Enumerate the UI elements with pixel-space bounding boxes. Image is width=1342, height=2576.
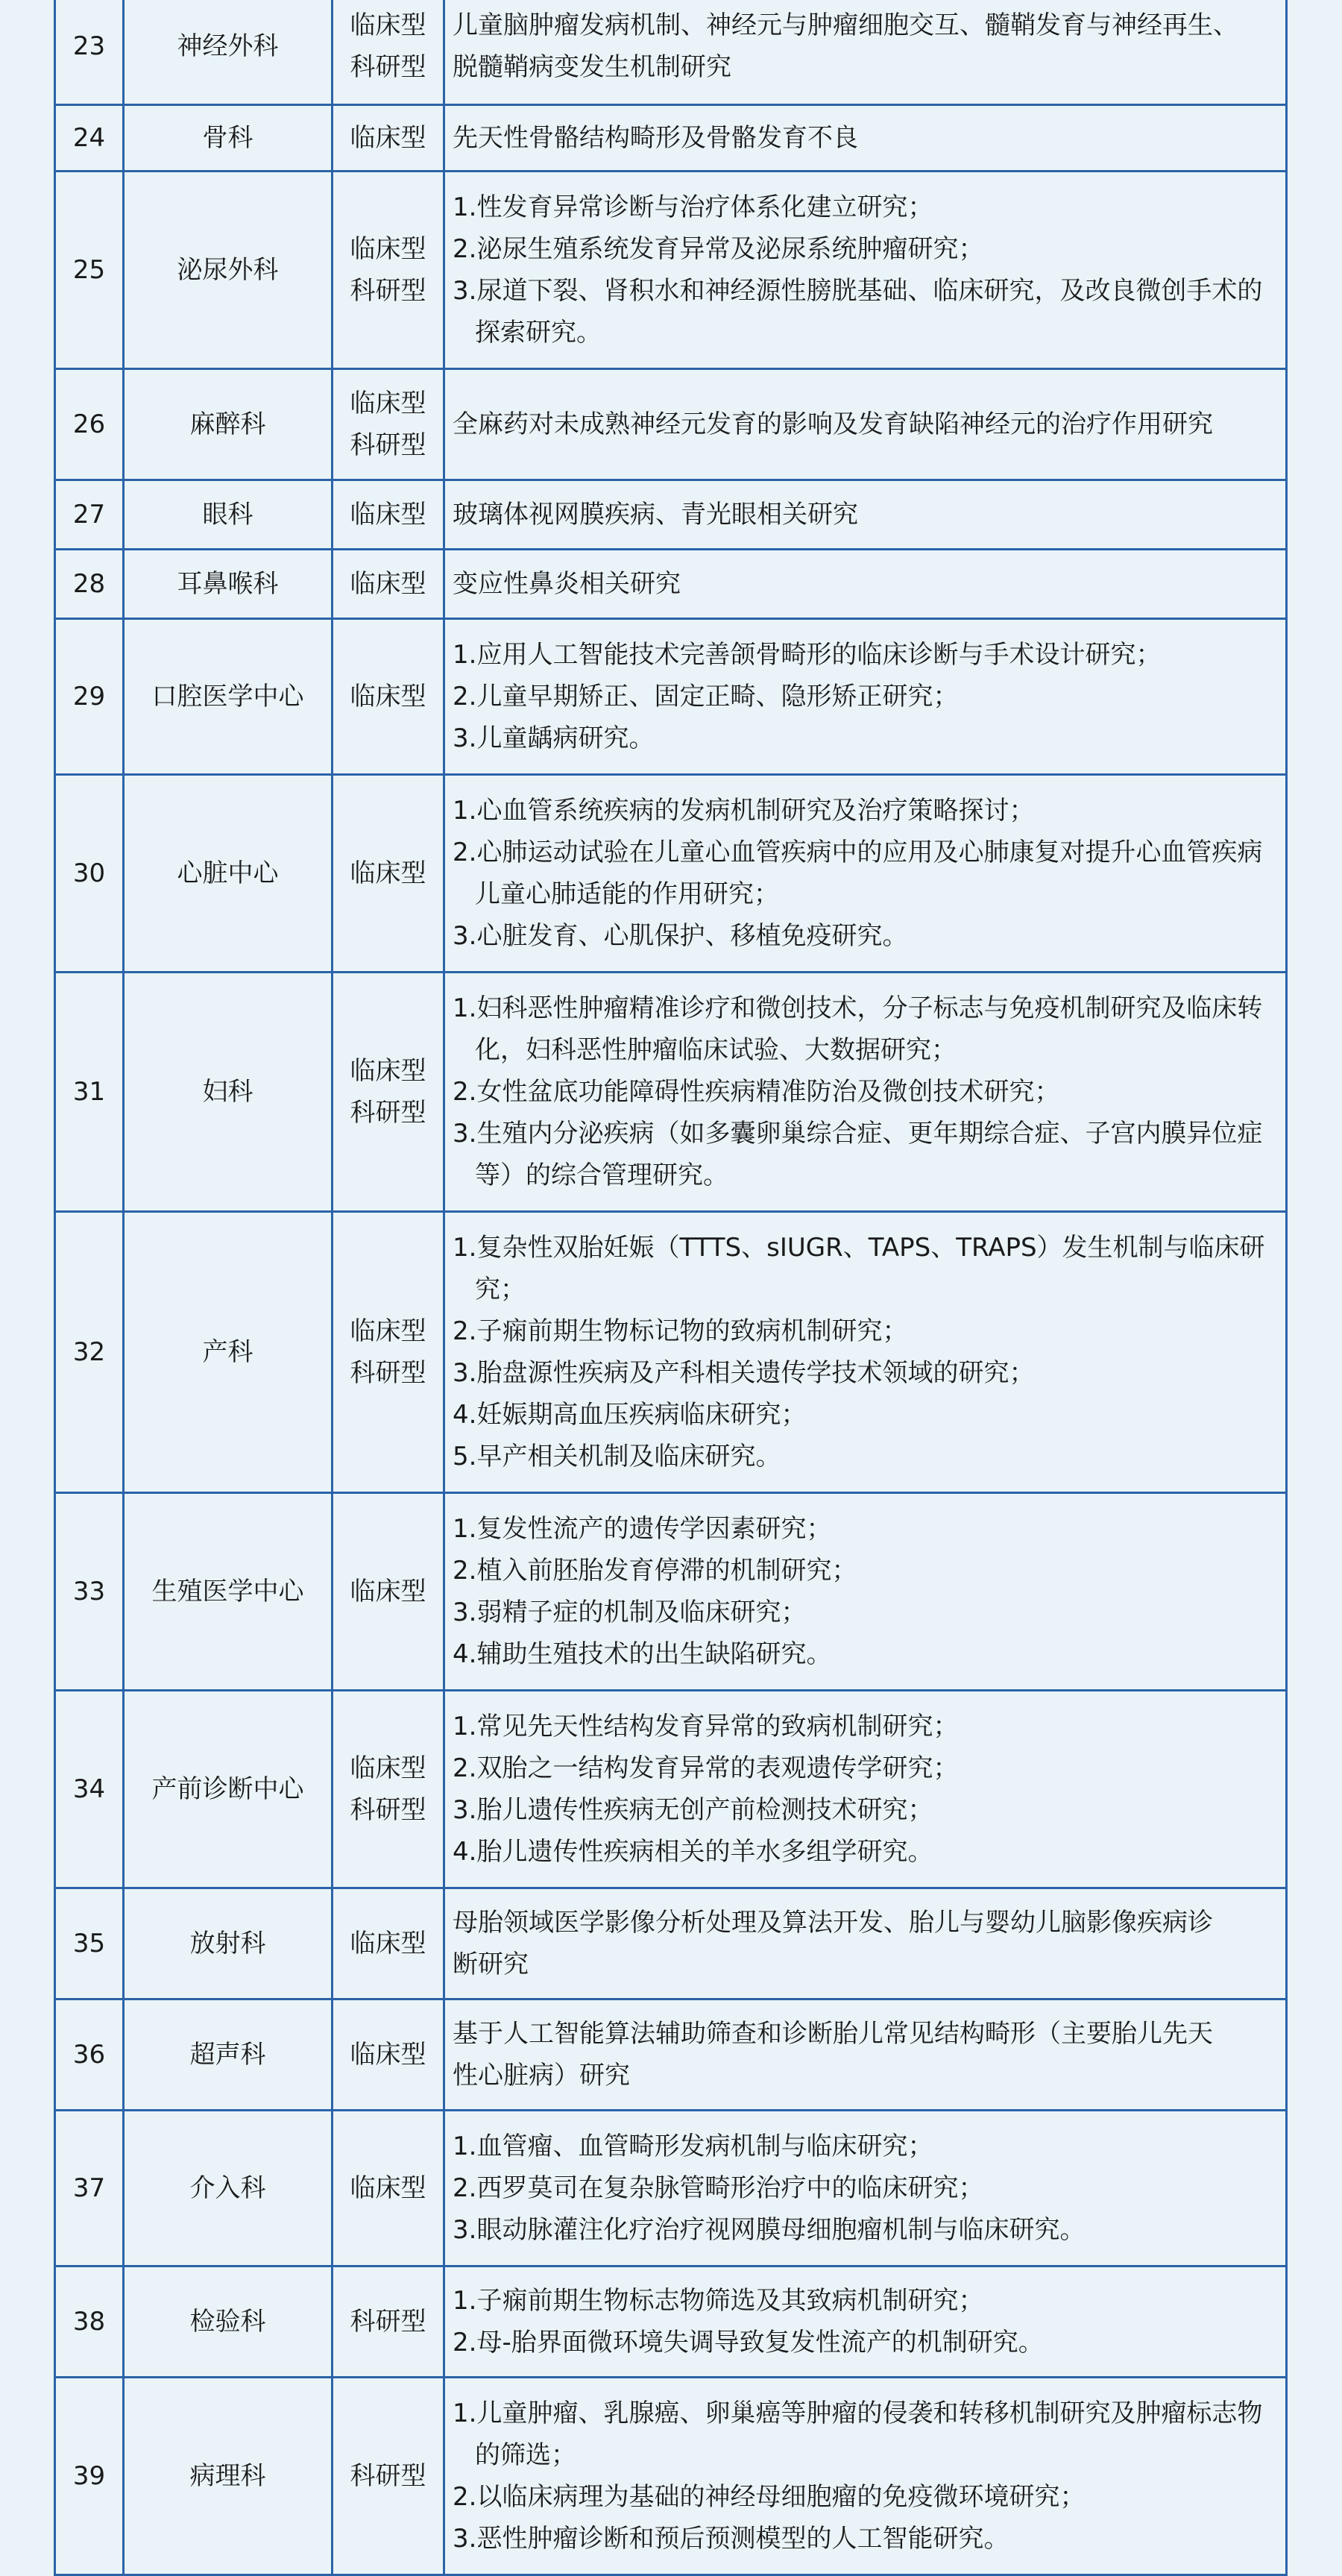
talent-type-label: 临床型 — [350, 1056, 426, 1086]
direction-list-item: 3.儿童龋病研究。 — [453, 723, 655, 753]
table-row — [55, 1888, 1287, 1999]
table-row — [55, 2378, 1287, 2575]
department-name: 口腔医学中心 — [124, 619, 333, 775]
department-name: 超声科 — [124, 1999, 333, 2111]
talent-type-label: 临床型 — [350, 1316, 426, 1346]
row-number: 37 — [55, 2111, 124, 2266]
research-direction — [444, 619, 1287, 775]
direction-list-item: 2.西罗莫司在复杂脉管畸形治疗中的临床研究； — [453, 2173, 984, 2203]
table-row — [55, 2111, 1287, 2266]
table-row — [55, 2266, 1287, 2378]
table-row — [55, 550, 1287, 619]
direction-list-item: 1.应用人工智能技术完善颌骨畸形的临床诊断与手术设计研究； — [453, 640, 1162, 670]
table-row — [55, 1493, 1287, 1691]
talent-type — [333, 619, 444, 775]
table-row — [55, 0, 1287, 105]
department-name: 产前诊断中心 — [124, 1691, 333, 1888]
table-body — [55, 0, 1287, 2575]
department-name: 骨科 — [124, 105, 333, 172]
research-direction — [444, 2266, 1287, 2378]
direction-list-item: 3.胎儿遗传性疾病无创产前检测技术研究； — [453, 1795, 933, 1825]
table-row — [55, 480, 1287, 550]
table-row — [55, 1212, 1287, 1493]
direction-list-item: 2.双胎之一结构发育异常的表观遗传学研究； — [453, 1753, 959, 1783]
direction-list-item: 1.妇科恶性肿瘤精准诊疗和微创技术，分子标志与免疫机制研究及临床转化，妇科恶性肿瘤临床试验、大数据研究； — [453, 993, 1263, 1065]
direction-list-item: 1.复杂性双胎妊娠（TTTS、sIUGR、TAPS、TRAPS）发生机制与临床研究； — [453, 1233, 1265, 1304]
department-name: 眼科 — [124, 480, 333, 550]
direction-list-item: 1.心血管系统疾病的发病机制研究及治疗策略探讨； — [453, 796, 1035, 826]
research-direction — [444, 0, 1287, 105]
row-number: 27 — [55, 480, 124, 550]
row-number: 25 — [55, 172, 124, 369]
talent-type — [333, 480, 444, 550]
talent-type-label: 科研型 — [350, 52, 426, 82]
talent-type — [333, 172, 444, 369]
talent-type — [333, 973, 444, 1212]
direction-list-item: 1.子痫前期生物标志物筛选及其致病机制研究； — [453, 2286, 984, 2316]
talent-type-label: 临床型 — [350, 1753, 426, 1783]
research-direction-table — [54, 0, 1288, 2576]
talent-type — [333, 1212, 444, 1493]
talent-type-label: 科研型 — [350, 2307, 426, 2337]
department-name: 麻醉科 — [124, 369, 333, 480]
talent-type-label: 科研型 — [350, 430, 426, 460]
research-direction — [444, 1493, 1287, 1691]
talent-type-label: 科研型 — [350, 1098, 426, 1128]
table-row — [55, 775, 1287, 973]
direction-list-item: 2.儿童早期矫正、固定正畸、隐形矫正研究； — [453, 682, 959, 711]
direction-list-item: 3.胎盘源性疾病及产科相关遗传学技术领域的研究； — [453, 1358, 1035, 1388]
department-name: 介入科 — [124, 2111, 333, 2266]
talent-type — [333, 369, 444, 480]
row-number: 26 — [55, 369, 124, 480]
table-row — [55, 172, 1287, 369]
table-row — [55, 619, 1287, 775]
talent-type-label: 临床型 — [350, 1929, 426, 1958]
row-number: 23 — [55, 0, 124, 105]
direction-text-line: 变应性鼻炎相关研究 — [453, 569, 681, 599]
table-row — [55, 369, 1287, 480]
research-direction — [444, 1999, 1287, 2111]
talent-type-label: 临床型 — [350, 2173, 426, 2203]
direction-list-item: 1.复发性流产的遗传学因素研究； — [453, 1514, 832, 1544]
row-number: 35 — [55, 1888, 124, 1999]
direction-list-item: 3.眼动脉灌注化疗治疗视网膜母细胞瘤机制与临床研究。 — [453, 2215, 1086, 2245]
talent-type-label: 临床型 — [350, 10, 426, 40]
direction-list-item: 3.尿道下裂、肾积水和神经源性膀胱基础、临床研究，及改良微创手术的探索研究。 — [453, 276, 1263, 348]
research-direction — [444, 105, 1287, 172]
direction-list-item: 1.常见先天性结构发育异常的致病机制研究； — [453, 1712, 959, 1741]
department-name: 检验科 — [124, 2266, 333, 2378]
table-row — [55, 1691, 1287, 1888]
talent-type — [333, 550, 444, 619]
department-name: 病理科 — [124, 2378, 333, 2575]
row-number: 24 — [55, 105, 124, 172]
table-row — [55, 1999, 1287, 2111]
direction-list-item: 2.子痫前期生物标记物的致病机制研究； — [453, 1316, 908, 1346]
row-number: 29 — [55, 619, 124, 775]
talent-type-label: 科研型 — [350, 1795, 426, 1825]
table-row — [55, 973, 1287, 1212]
talent-type-label: 临床型 — [350, 858, 426, 888]
row-number: 30 — [55, 775, 124, 973]
row-number: 28 — [55, 550, 124, 619]
talent-type — [333, 1888, 444, 1999]
department-name: 妇科 — [124, 973, 333, 1212]
direction-list-item: 5.早产相关机制及临床研究。 — [453, 1442, 781, 1471]
direction-list-item: 3.生殖内分泌疾病（如多囊卵巢综合症、更年期综合症、子宫内膜异位症等）的综合管理研究。 — [453, 1119, 1263, 1190]
talent-type-label: 临床型 — [350, 1577, 426, 1606]
direction-list-item: 4.辅助生殖技术的出生缺陷研究。 — [453, 1639, 832, 1669]
talent-type — [333, 0, 444, 105]
direction-text-line: 儿童脑肿瘤发病机制、神经元与肿瘤细胞交互、髓鞘发育与神经再生、 — [453, 10, 1238, 40]
talent-type-label: 科研型 — [350, 1358, 426, 1388]
direction-list-item: 2.心肺运动试验在儿童心血管疾病中的应用及心肺康复对提升心血管疾病儿童心肺适能的作用研究； — [453, 838, 1263, 909]
talent-type — [333, 1493, 444, 1691]
direction-list-item: 3.心脏发育、心肌保护、移植免疫研究。 — [453, 921, 908, 951]
department-name: 泌尿外科 — [124, 172, 333, 369]
research-direction — [444, 369, 1287, 480]
direction-list-item: 1.性发育异常诊断与治疗体系化建立研究； — [453, 192, 933, 222]
talent-type-label: 临床型 — [350, 2040, 426, 2070]
direction-list-item: 2.女性盆底功能障碍性疾病精准防治及微创技术研究； — [453, 1077, 1060, 1107]
row-number: 38 — [55, 2266, 124, 2378]
direction-list-item: 1.血管瘤、血管畸形发病机制与临床研究； — [453, 2132, 933, 2161]
talent-type-label: 临床型 — [350, 234, 426, 264]
talent-type-label: 临床型 — [350, 123, 426, 153]
direction-text-line: 先天性骨骼结构畸形及骨骼发育不良 — [453, 123, 858, 153]
research-direction — [444, 550, 1287, 619]
row-number: 36 — [55, 1999, 124, 2111]
talent-type — [333, 2111, 444, 2266]
talent-type — [333, 1999, 444, 2111]
direction-list-item: 4.妊娠期高血压疾病临床研究； — [453, 1400, 807, 1430]
research-direction — [444, 973, 1287, 1212]
direction-text-line: 断研究 — [453, 1950, 529, 1979]
direction-list-item: 2.母-胎界面微环境失调导致复发性流产的机制研究。 — [453, 2328, 1044, 2357]
research-direction — [444, 172, 1287, 369]
talent-type — [333, 2378, 444, 2575]
talent-type — [333, 1691, 444, 1888]
direction-list-item: 3.恶性肿瘤诊断和预后预测模型的人工智能研究。 — [453, 2524, 1009, 2554]
talent-type — [333, 105, 444, 172]
row-number: 34 — [55, 1691, 124, 1888]
row-number: 31 — [55, 973, 124, 1212]
talent-type — [333, 2266, 444, 2378]
department-name: 心脏中心 — [124, 775, 333, 973]
research-direction — [444, 2111, 1287, 2266]
direction-text-line: 全麻药对未成熟神经元发育的影响及发育缺陷神经元的治疗作用研究 — [453, 409, 1213, 439]
research-direction — [444, 1691, 1287, 1888]
direction-text-line: 性心脏病）研究 — [453, 2061, 630, 2090]
row-number: 33 — [55, 1493, 124, 1691]
talent-type-label: 科研型 — [350, 2461, 426, 2491]
department-name: 生殖医学中心 — [124, 1493, 333, 1691]
department-name: 放射科 — [124, 1888, 333, 1999]
direction-list-item: 2.以临床病理为基础的神经母细胞瘤的免疫微环境研究； — [453, 2482, 1086, 2512]
talent-type-label: 临床型 — [350, 569, 426, 599]
direction-list-item: 2.植入前胚胎发育停滞的机制研究； — [453, 1556, 857, 1586]
direction-text-line: 母胎领域医学影像分析处理及算法开发、胎儿与婴幼儿脑影像疾病诊 — [453, 1908, 1213, 1938]
talent-type-label: 临床型 — [350, 389, 426, 418]
direction-text-line: 脱髓鞘病变发生机制研究 — [453, 52, 731, 82]
research-direction — [444, 1888, 1287, 1999]
direction-list-item: 3.弱精子症的机制及临床研究； — [453, 1598, 807, 1627]
direction-list-item: 2.泌尿生殖系统发育异常及泌尿系统肿瘤研究； — [453, 234, 984, 264]
talent-type-label: 临床型 — [350, 500, 426, 530]
research-direction — [444, 775, 1287, 973]
department-name: 神经外科 — [124, 0, 333, 105]
department-name: 产科 — [124, 1212, 333, 1493]
department-name: 耳鼻喉科 — [124, 550, 333, 619]
direction-text-line: 玻璃体视网膜疾病、青光眼相关研究 — [453, 500, 858, 530]
direction-text-line: 基于人工智能算法辅助筛查和诊断胎儿常见结构畸形（主要胎儿先天 — [453, 2019, 1213, 2049]
talent-type — [333, 775, 444, 973]
direction-list-item: 4.胎儿遗传性疾病相关的羊水多组学研究。 — [453, 1837, 933, 1867]
row-number: 39 — [55, 2378, 124, 2575]
research-direction — [444, 480, 1287, 550]
research-direction — [444, 1212, 1287, 1493]
talent-type-label: 科研型 — [350, 276, 426, 306]
table-row — [55, 105, 1287, 172]
talent-type-label: 临床型 — [350, 682, 426, 711]
direction-list-item: 1.儿童肿瘤、乳腺癌、卵巢癌等肿瘤的侵袭和转移机制研究及肿瘤标志物的筛选； — [453, 2398, 1263, 2470]
research-direction — [444, 2378, 1287, 2575]
row-number: 32 — [55, 1212, 124, 1493]
